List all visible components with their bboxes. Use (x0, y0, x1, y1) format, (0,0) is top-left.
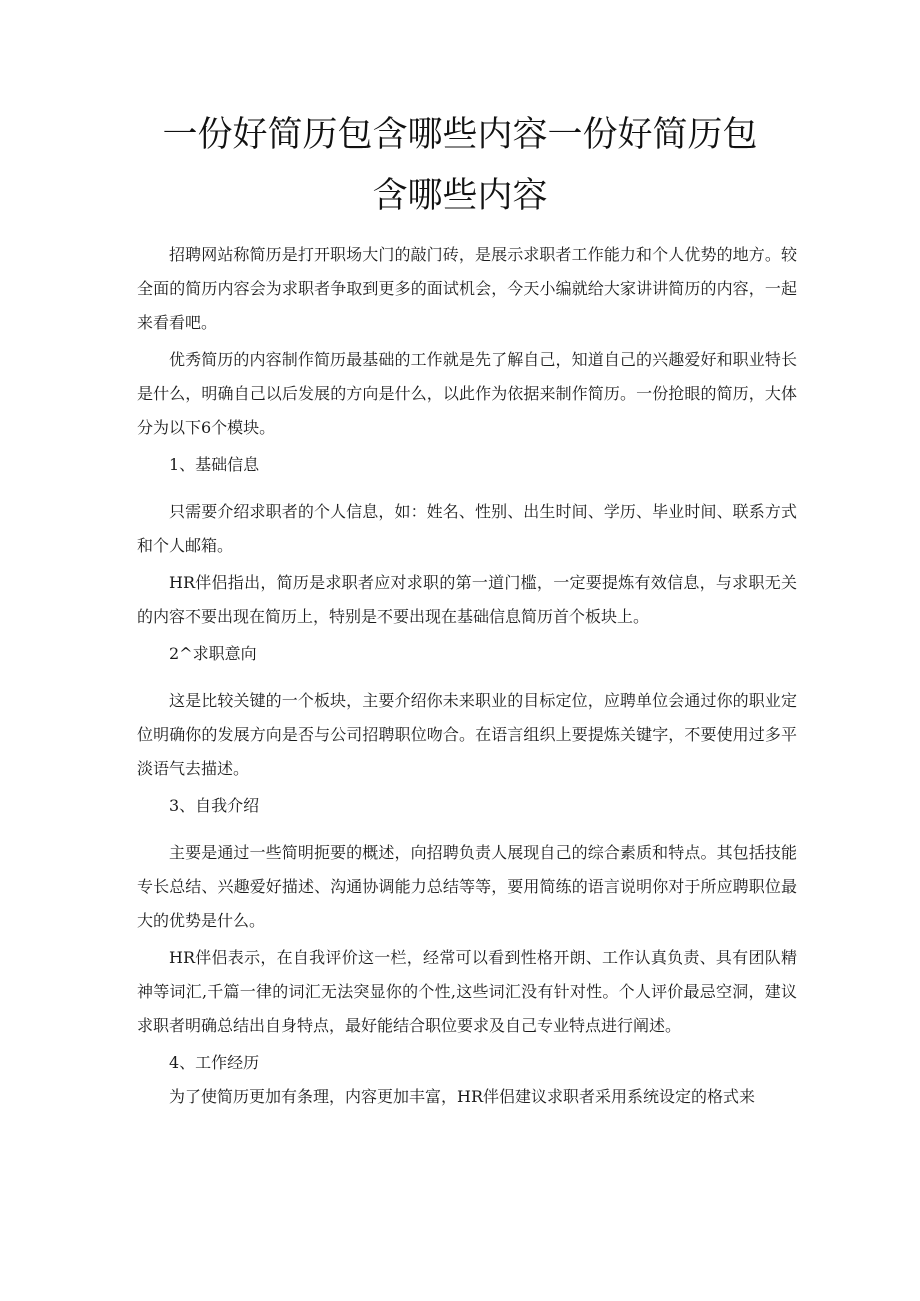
paragraph-self-intro: 主要是通过一些简明扼要的概述，向招聘负责人展现自己的综合素质和特点。其包括技能专长总结、兴趣爱好描述、沟通协调能力总结等等，要用简练的语言说明你对于所应聘职位最大的优势是什么。 (137, 843, 797, 930)
paragraph-overview: 优秀简历的内容制作简历最基础的工作就是先了解自己，知道自己的兴趣爱好和职业特长是什么，明确自己以后发展的方向是什么，以此作为依据来制作简历。一份抢眼的简历，大体分为以下6个模块。 (137, 350, 797, 437)
section-heading-work-experience: 4、工作经历 (169, 1053, 260, 1072)
paragraph-job-intention: 这是比较关键的一个板块，主要介绍你未来职业的目标定位，应聘单位会通过你的职业定位明确你的发展方向是否与公司招聘职位吻合。在语言组织上要提炼关键字，不要使用过多平淡语气去描述。 (137, 691, 797, 778)
paragraph-basic-info-note: HR伴侣指出，简历是求职者应对求职的第一道门槛，一定要提炼有效信息，与求职无关的内容不要出现在简历上，特别是不要出现在基础信息简历首个板块上。 (137, 573, 797, 626)
paragraph-work-experience: 为了使简历更加有条理，内容更加丰富，HR伴侣建议求职者采用系统设定的格式来 (169, 1087, 756, 1106)
paragraph-basic-info: 只需要介绍求职者的个人信息，如：姓名、性别、出生时间、学历、毕业时间、联系方式和个人邮箱。 (137, 502, 797, 555)
paragraph-self-intro-note: HR伴侣表示，在自我评价这一栏，经常可以看到性格开朗、工作认真负责、具有团队精神等词汇,千篇一律的词汇无法突显你的个性,这些词汇没有针对性。个人评价最忌空洞，建议求职者明确总结出自身特点，最好能结合职位要求及自己专业特点进行阐述。 (137, 948, 797, 1035)
document-title-line-1: 一份好简历包含哪些内容一份好简历包 (162, 115, 758, 155)
section-heading-job-intention: 2^求职意向 (169, 644, 257, 663)
paragraph-intro: 招聘网站称简历是打开职场大门的敲门砖，是展示求职者工作能力和个人优势的地方。较全面的简历内容会为求职者争取到更多的面试机会，今天小编就给大家讲讲简历的内容，一起来看看吧。 (137, 245, 797, 332)
document-title-line-2: 含哪些内容 (372, 176, 548, 216)
section-heading-basic-info: 1、基础信息 (169, 455, 260, 474)
document-body (137, 238, 797, 1114)
section-heading-self-intro: 3、自我介绍 (169, 796, 260, 815)
